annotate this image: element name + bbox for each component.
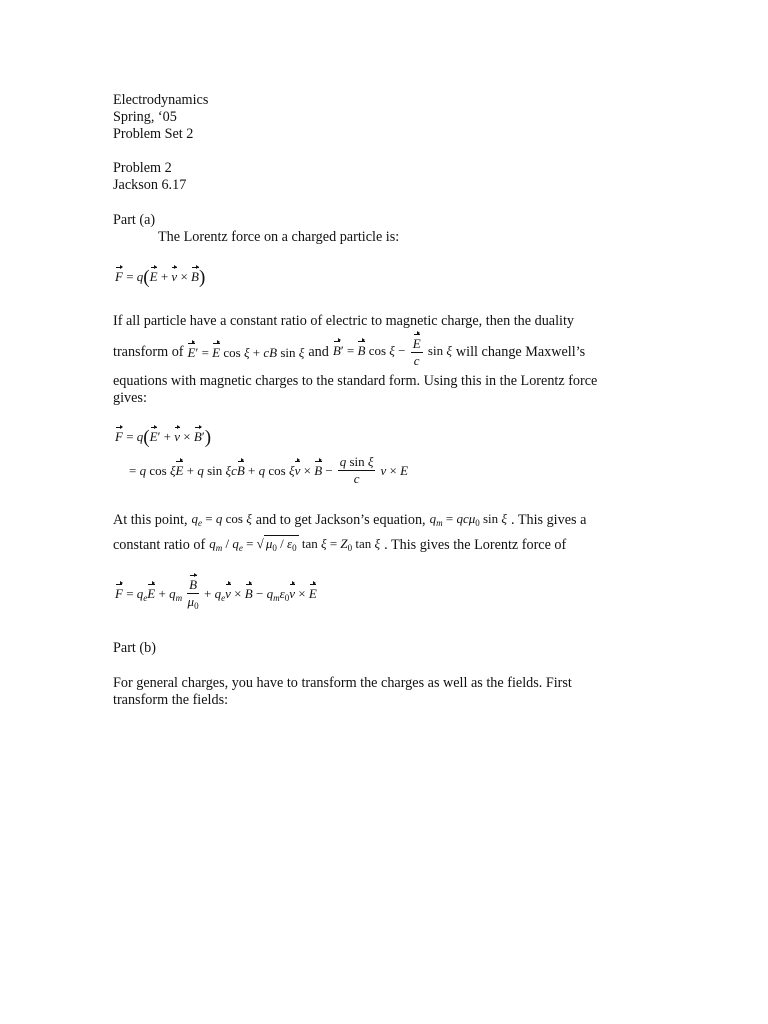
transformed-force-equation: F = q(E′ + v × B′) <box>115 427 212 448</box>
part-a-heading: Part (a) <box>113 212 156 228</box>
problem-number: Problem 2 <box>113 160 172 176</box>
duality-line-2 <box>113 336 585 368</box>
point-line-1-c: . This gives a <box>510 511 587 528</box>
problem-set: Problem Set 2 <box>113 126 194 142</box>
point-line-1 <box>113 512 586 528</box>
point-line-2-a: constant ratio of <box>113 536 206 553</box>
charge-ratio-equation: $q_m / q_e$ = √ $\mu_0 / \varepsilon_0$ $\tan \xi = Z_0$ tan ξ <box>209 536 381 553</box>
duality-line-2-c: will change Maxwell’s <box>455 343 586 360</box>
part-b-line-1: For general charges, you have to transform the charges as well as the fields. First <box>113 675 572 691</box>
point-line-1-b: and to get Jackson’s equation, <box>255 511 426 528</box>
point-line-2 <box>113 537 566 553</box>
qm-equation: $q_m = qc\mu_0$ sin ξ <box>429 511 507 528</box>
lorentz-force-equation: F = q(E + v × B) <box>115 267 206 288</box>
duality-line-4: gives: <box>113 390 147 406</box>
duality-line-3: equations with magnetic charges to the standard form. Using this in the Lorentz force <box>113 373 598 389</box>
expanded-force-equation: = q cos ξE + q sin ξcB + q cos ξv × B − $\frac{\text{q sin ξ}}{c}$ v × E <box>129 454 409 486</box>
problem-reference: Jackson 6.17 <box>113 177 187 193</box>
point-line-2-b: . This gives the Lorentz force of <box>384 536 567 553</box>
b-prime-equation: B′ = B cos ξ − $\frac{E}{c}$ sin ξ <box>332 335 452 368</box>
part-b-heading: Part (b) <box>113 640 156 656</box>
e-prime-equation: E′ = E cos ξ + cB sin ξ <box>187 344 305 360</box>
term: Spring, ‘05 <box>113 109 177 125</box>
part-a-intro: The Lorentz force on a charged particle is: <box>158 229 400 245</box>
course-title: Electrodynamics <box>113 92 209 108</box>
duality-line-1: If all particle have a constant ratio of electric to magnetic charge, then the duality <box>113 313 575 329</box>
part-b-line-2: transform the fields: <box>113 692 229 708</box>
qe-equation: $q_e = q$ cos ξ <box>191 511 252 528</box>
duality-line-2-a: transform of <box>113 343 184 360</box>
point-line-1-a: At this point, <box>113 511 188 528</box>
duality-line-2-b: and <box>308 343 329 360</box>
final-lorentz-force-equation: $F = q_eE + q_m$ $\frac{B}{\mu_0}$ + $q_ev \times B - q_m\varepsilon_0v \times E$ <box>115 577 317 611</box>
